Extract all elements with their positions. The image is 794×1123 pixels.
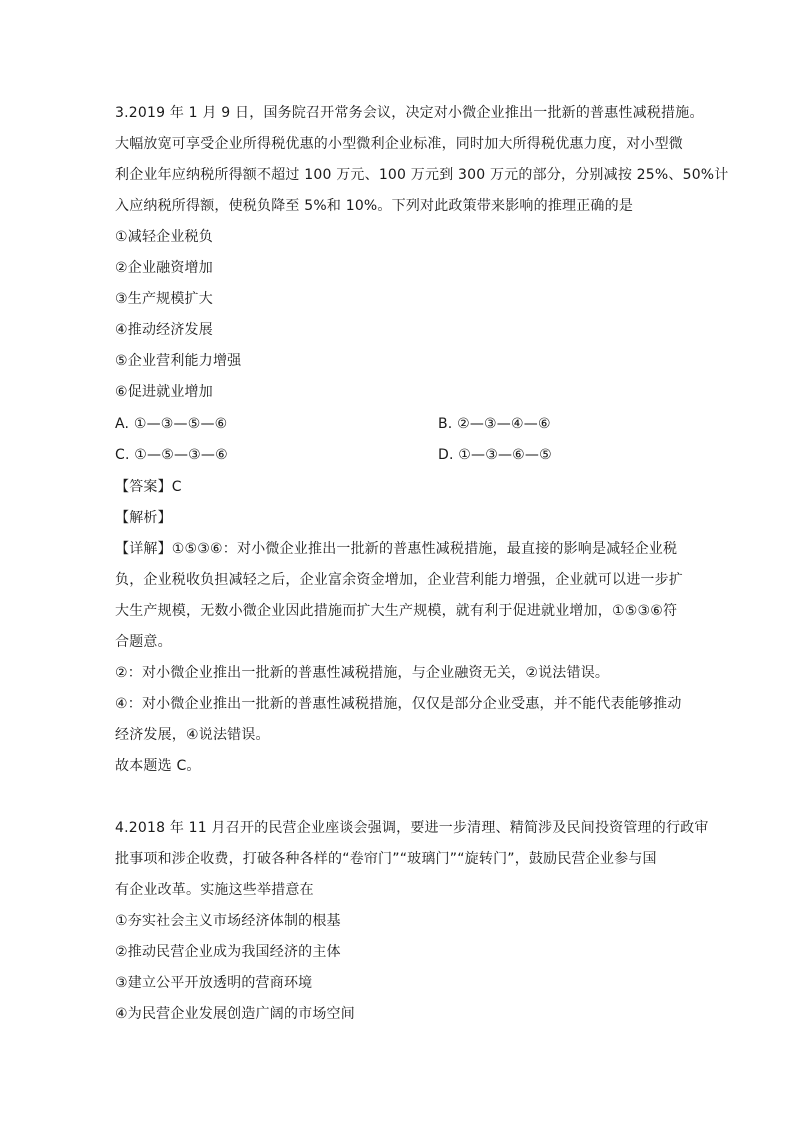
q4-item: ②推动民营企业成为我国经济的主体 <box>115 944 341 960</box>
q3-detail-line: 合题意。 <box>115 634 172 650</box>
q3-item: ⑥促进就业增加 <box>115 384 213 400</box>
q3-item: ④推动经济发展 <box>115 322 213 338</box>
q3-option-c: C. ①—⑤—③—⑥ <box>115 447 228 463</box>
q4-item: ①夯实社会主义市场经济体制的根基 <box>115 913 341 929</box>
q3-option-d: D. ①—③—⑥—⑤ <box>438 447 552 463</box>
q3-item: ①减轻企业税负 <box>115 229 213 245</box>
q3-detail-line: ④：对小微企业推出一批新的普惠性减税措施，仅仅是部分企业受惠，并不能代表能够推动 <box>115 696 682 712</box>
q3-option-a: A. ①—③—⑤—⑥ <box>115 416 228 432</box>
q4-item: ④为民营企业发展创造广阔的市场空间 <box>115 1006 355 1022</box>
q3-item: ②企业融资增加 <box>115 260 213 276</box>
q4-stem-line: 有企业改革。实施这些举措意在 <box>115 882 314 898</box>
q4-stem-line: 4.2018 年 11 月召开的民营企业座谈会强调，要进一步清理、精简涉及民间投资管理的行政审 <box>115 820 709 836</box>
q3-stem-line: 入应纳税所得额，使税负降至 5%和 10%。下列对此政策带来影响的推理正确的是 <box>115 198 634 214</box>
q3-detail-line: 【详解】①⑤③⑥：对小微企业推出一批新的普惠性减税措施，最直接的影响是减轻企业税 <box>115 541 678 557</box>
q3-item: ⑤企业营利能力增强 <box>115 353 242 369</box>
q3-detail-line: ②：对小微企业推出一批新的普惠性减税措施，与企业融资无关，②说法错误。 <box>115 665 610 681</box>
q3-detail-line: 经济发展，④说法错误。 <box>115 727 270 743</box>
q3-analysis-label: 【解析】 <box>115 510 172 526</box>
q3-item: ③生产规模扩大 <box>115 291 213 307</box>
q3-detail-line: 负，企业税收负担减轻之后，企业富余资金增加，企业营利能力增强，企业就可以进一步扩 <box>115 572 683 588</box>
q4-item: ③建立公平开放透明的营商环境 <box>115 975 313 991</box>
q4-stem-line: 批事项和涉企收费，打破各种各样的“卷帘门”“玻璃门”“旋转门”，鼓励民营企业参与国 <box>115 851 657 867</box>
q3-answer: 【答案】C <box>115 479 182 495</box>
q3-stem-line: 利企业年应纳税所得额不超过 100 万元、100 万元到 300 万元的部分，分别减按 25%、50%计 <box>115 167 729 183</box>
q3-detail-line: 大生产规模，无数小微企业因此措施而扩大生产规模，就有利于促进就业增加，①⑤③⑥符 <box>115 603 678 619</box>
q3-conclusion: 故本题选 C。 <box>115 758 201 774</box>
q3-stem-line: 大幅放宽可享受企业所得税优惠的小型微利企业标准，同时加大所得税优惠力度，对小型微 <box>115 136 683 152</box>
q3-stem-line: 3.2019 年 1 月 9 日，国务院召开常务会议，决定对小微企业推出一批新的普惠性减税措施。 <box>115 105 704 121</box>
q3-option-b: B. ②—③—④—⑥ <box>438 416 551 432</box>
